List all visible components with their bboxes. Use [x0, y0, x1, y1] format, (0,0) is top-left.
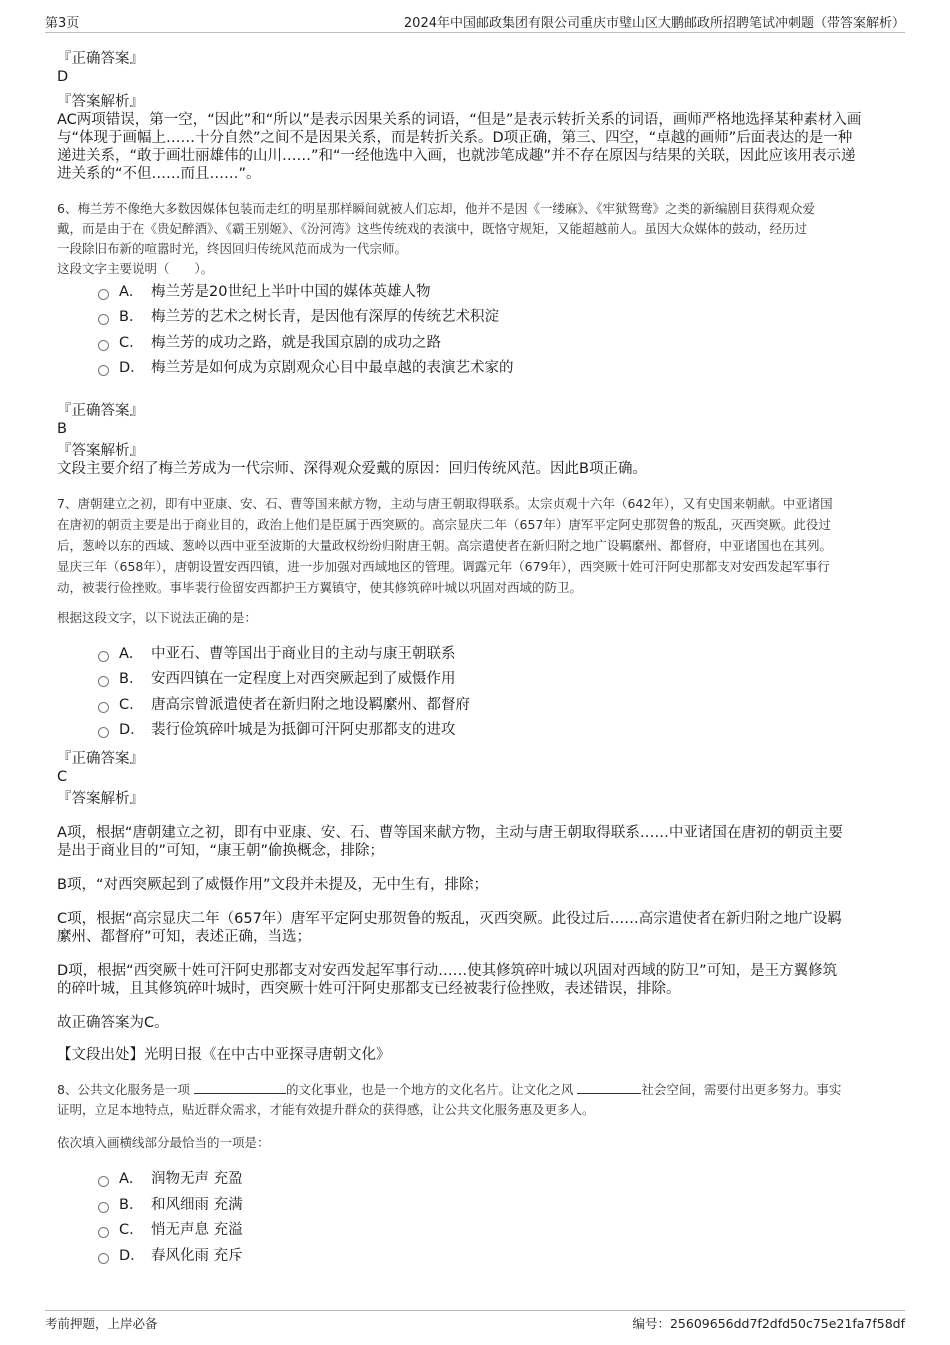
q7-answer: C	[57, 769, 68, 785]
radio-icon[interactable]	[98, 314, 109, 325]
q5-answer-label: 『正确答案』	[57, 51, 144, 67]
radio-icon[interactable]	[98, 651, 109, 662]
q5-analysis-label: 『答案解析』	[57, 94, 144, 110]
q7-stem-line: 显庆三年（658年），唐朝设置安西四镇，进一步加强对西域地区的管理。调露元年（679年），西突厥十姓可汗阿史那都支对安西发起军事行	[57, 559, 830, 574]
q7-option-c[interactable]: C． 唐高宗曾派遣使者在新归附之地设羁縻州、都督府	[98, 694, 470, 716]
footer-divider	[45, 1310, 905, 1311]
radio-icon[interactable]	[98, 340, 109, 351]
q7-option-b[interactable]: B． 安西四镇在一定程度上对西突厥起到了威慑作用	[98, 668, 456, 690]
q8-stem-line: 8、公共文化服务是一项 的文化事业，也是一个地方的文化名片。让文化之风 社会空间，需要付出更多努力。事实	[57, 1082, 842, 1097]
q6-answer: B	[57, 421, 67, 437]
q7-source: 【文段出处】光明日报《在中古中亚探寻唐朝文化》	[57, 1047, 391, 1063]
q7-analysis-label: 『答案解析』	[57, 791, 144, 807]
q6-stem-line: 6、梅兰芳不像绝大多数因媒体包装而走红的明星那样瞬间就被人们忘却，他并不是因《一缕麻》、《牢狱鸳鸯》之类的新编剧目获得观众爱	[57, 201, 815, 216]
q6-option-b[interactable]: B． 梅兰芳的艺术之树长青，是因他有深厚的传统艺术积淀	[98, 306, 499, 328]
page-number: 第3页	[45, 16, 80, 31]
radio-icon[interactable]	[98, 702, 109, 713]
q8-option-d[interactable]: D． 春风化雨 充斥	[98, 1245, 243, 1267]
q6-analysis-line: 文段主要介绍了梅兰芳成为一代宗师、深得观众爱戴的原因：回归传统风范。因此B项正确。	[57, 461, 647, 477]
q8-stem-line: 证明，立足本地特点，贴近群众需求，才能有效提升群众的获得感，让公共文化服务惠及更多人。	[57, 1102, 595, 1117]
footer-slogan: 考前押题，上岸必备	[45, 1316, 158, 1331]
q7-stem-line: 在唐初的朝贡主要是出于商业目的，政治上他们是臣属于西突厥的。高宗显庆二年（657年）唐军平定阿史那贺鲁的叛乱，灭西突厥。此役过	[57, 517, 831, 532]
q8-option-c[interactable]: C． 悄无声息 充溢	[98, 1219, 243, 1241]
document-title: 2024年中国邮政集团有限公司重庆市璧山区大鹏邮政所招聘笔试冲刺题（带答案解析）	[403, 16, 905, 31]
q6-stem-line: 戴，而是由于在《贵妃醉酒》、《霸王别姬》、《汾河湾》这些传统戏的表演中，既恪守规矩，又能超越前人。虽因大众媒体的鼓动，经历过	[57, 221, 808, 236]
radio-icon[interactable]	[98, 1227, 109, 1238]
q7-stem-line: 后，葱岭以东的西域、葱岭以西中亚至波斯的大量政权纷纷归附唐王朝。高宗遣使者在新归附之地广设羁縻州、都督府，中亚诸国也在其列。	[57, 538, 833, 553]
q6-option-a[interactable]: A． 梅兰芳是20世纪上半叶中国的媒体英雄人物	[98, 281, 430, 303]
q7-analysis-line: A项，根据“唐朝建立之初，即有中亚康、安、石、曹等国来献方物，主动与唐王朝取得联系……中亚诸国在唐初的朝贡主要	[57, 825, 843, 841]
radio-icon[interactable]	[98, 676, 109, 687]
q7-analysis-line: 的碎叶城，且其修筑碎叶城时，西突厥十姓可汗阿史那都支已经被裴行俭挫败，表述错误，排除。	[57, 981, 681, 997]
q7-answer-label: 『正确答案』	[57, 751, 144, 767]
q7-analysis-line: 是出于商业目的”可知，“康王朝”偷换概念，排除；	[57, 843, 385, 859]
q6-option-d[interactable]: D． 梅兰芳是如何成为京剧观众心目中最卓越的表演艺术家的	[98, 357, 514, 379]
q6-analysis-label: 『答案解析』	[57, 443, 144, 459]
q6-stem-line: 一段除旧布新的喧嚣时光，终因回归传统风范而成为一代宗师。	[57, 241, 408, 256]
radio-icon[interactable]	[98, 1253, 109, 1264]
q6-answer-label: 『正确答案』	[57, 403, 144, 419]
q7-option-a[interactable]: A． 中亚石、曹等国出于商业目的主动与康王朝联系	[98, 643, 456, 665]
q7-stem-line: 动，被裴行俭挫败。事毕裴行俭留安西都护王方翼镇守，使其修筑碎叶城以巩固对西域的防卫。	[57, 580, 583, 595]
q7-analysis-line: D项，根据“西突厥十姓可汗阿史那都支对安西发起军事行动……使其修筑碎叶城以巩固对西域的防卫”可知，是王方翼修筑	[57, 963, 838, 979]
fill-blank-2	[577, 1080, 641, 1094]
q8-option-b[interactable]: B． 和风细雨 充满	[98, 1194, 243, 1216]
radio-icon[interactable]	[98, 289, 109, 300]
q5-analysis-line: 进关系的“不但……而且……”。	[57, 166, 261, 182]
q7-option-d[interactable]: D． 裴行俭筑碎叶城是为抵御可汗阿史那都支的进攻	[98, 719, 456, 741]
radio-icon[interactable]	[98, 365, 109, 376]
q7-stem-line: 7、唐朝建立之初，即有中亚康、安、石、曹等国来献方物，主动与唐王朝取得联系。太宗贞观十六年（642年），又有史国来朝献。中亚诸国	[57, 496, 833, 511]
q5-analysis-line: 与“体现于画幅上……十分自然”之间不是因果关系，而是转折关系。D项正确，第三、四空，“卓越的画师”后面表达的是一种	[57, 130, 853, 146]
q6-option-c[interactable]: C． 梅兰芳的成功之路，就是我国京剧的成功之路	[98, 332, 441, 354]
q5-analysis-line: 递进关系，“敢于画壮丽雄伟的山川……”和“一经他选中入画，也就涉笔成趣”并不存在原因与结果的关联，因此应该用表示递	[57, 148, 856, 164]
q5-analysis-line: AC两项错误，第一空，“因此”和“所以”是表示因果关系的词语，“但是”是表示转折关系的词语，画师严格地选择某种素材入画	[57, 112, 862, 128]
header-divider	[45, 32, 905, 33]
q8-option-a[interactable]: A． 润物无声 充盈	[98, 1168, 243, 1190]
fill-blank-1	[194, 1080, 286, 1094]
q6-question: 这段文字主要说明（ ）。	[57, 261, 214, 276]
radio-icon[interactable]	[98, 727, 109, 738]
radio-icon[interactable]	[98, 1176, 109, 1187]
q7-conclusion: 故正确答案为C。	[57, 1015, 169, 1031]
q7-question: 根据这段文字，以下说法正确的是：	[57, 610, 258, 625]
q7-analysis-line: C项，根据“高宗显庆二年（657年）唐军平定阿史那贺鲁的叛乱，灭西突厥。此役过后……高宗遣使者在新归附之地广设羁	[57, 911, 842, 927]
q7-analysis-line: 縻州、都督府”可知，表述正确，当选；	[57, 929, 312, 945]
document-id: 编号：25609656dd7f2dfd50c75e21fa7f58df	[632, 1316, 905, 1331]
q7-analysis-line: B项，“对西突厥起到了威慑作用”文段并未提及，无中生有，排除；	[57, 877, 488, 893]
radio-icon[interactable]	[98, 1202, 109, 1213]
q8-question: 依次填入画横线部分最恰当的一项是：	[57, 1135, 270, 1150]
q5-answer: D	[57, 69, 69, 85]
